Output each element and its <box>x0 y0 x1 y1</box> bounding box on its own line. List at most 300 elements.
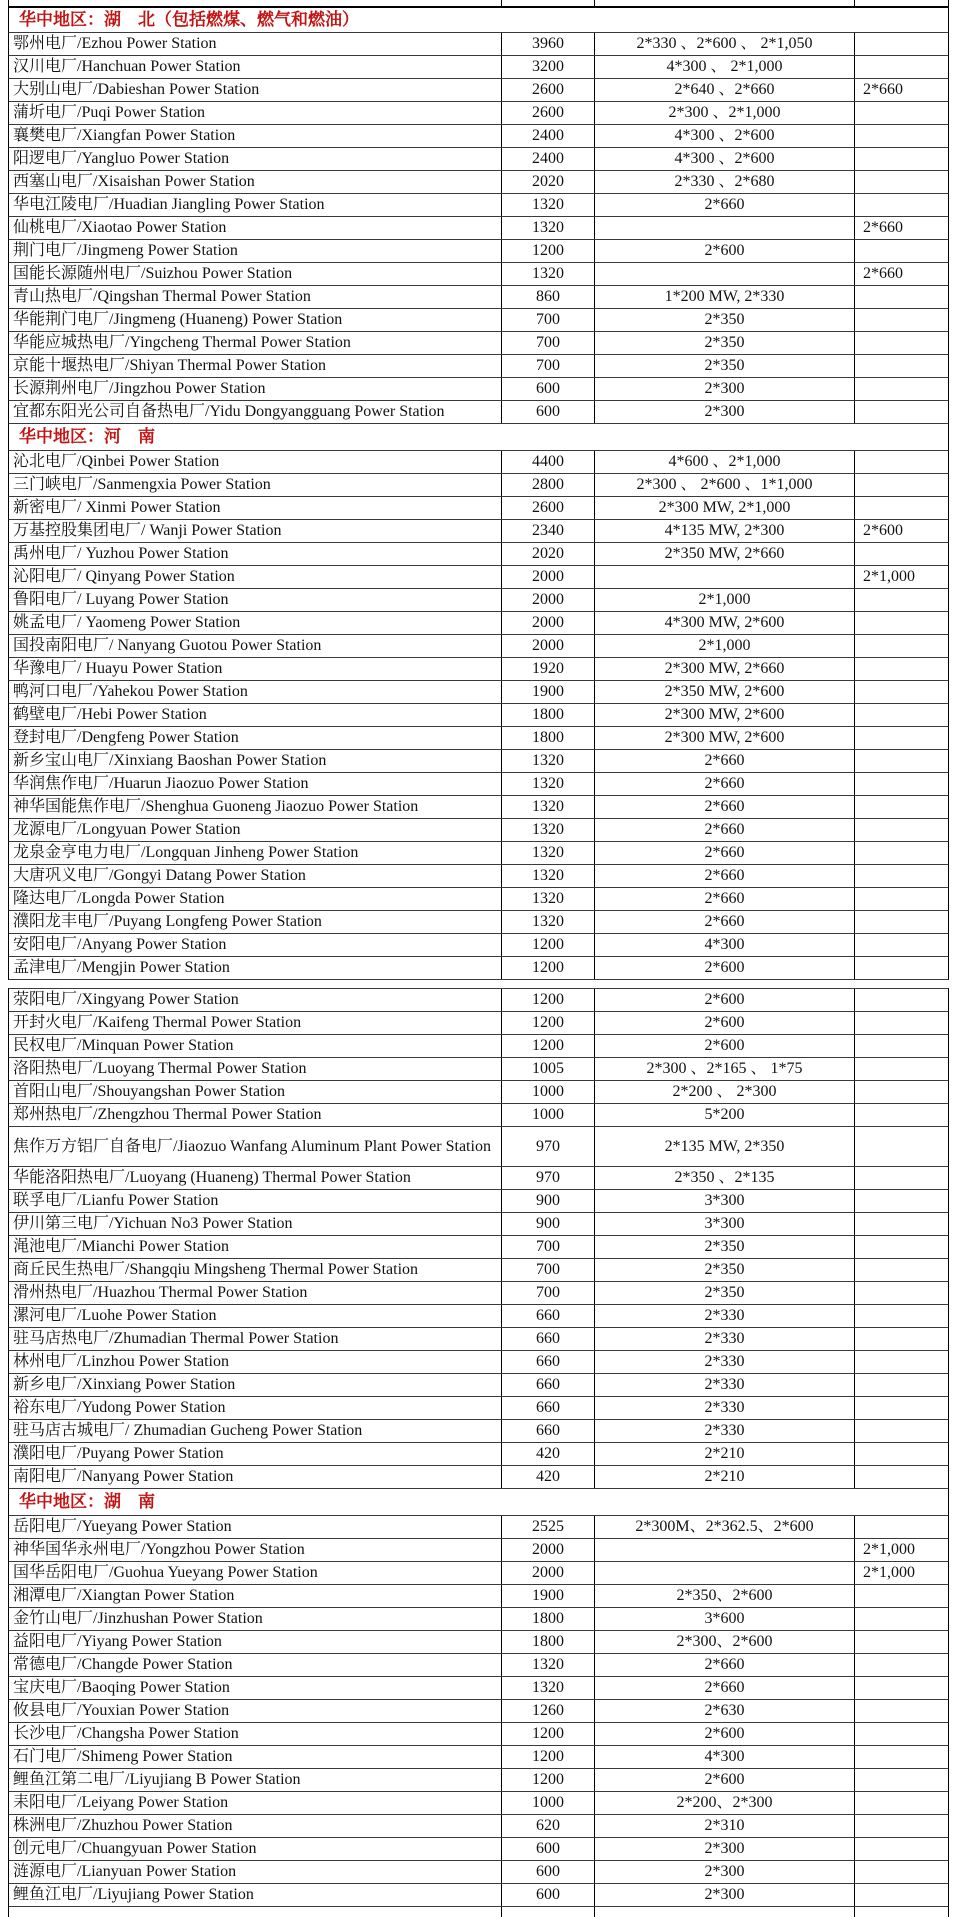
station-row <box>8 171 949 194</box>
capacity-mw: 600 <box>501 1861 594 1883</box>
planned-units <box>854 1058 948 1080</box>
station-row <box>8 263 949 286</box>
station-row <box>8 1035 949 1058</box>
station-name: 宜都东阳光公司自备热电厂/Yidu Dongyangguang Power Station <box>13 403 445 420</box>
planned-units <box>854 1815 948 1837</box>
station-name: 渑池电厂/Mianchi Power Station <box>13 1238 229 1255</box>
station-row <box>8 1167 949 1190</box>
planned-units <box>854 704 948 726</box>
station-name: 焦作万方铝厂自备电厂/Jiaozuo Wanfang Aluminum Plant Power Station <box>13 1137 491 1155</box>
station-name: 神华国能焦作电厂/Shenghua Guoneng Jiaozuo Power Station <box>13 798 419 815</box>
partial-name-cell <box>9 1907 501 1917</box>
capacity-mw: 2000 <box>501 635 594 657</box>
planned-units <box>854 1792 948 1814</box>
capacity-mw: 1320 <box>501 796 594 818</box>
station-row <box>8 1861 949 1884</box>
capacity-mw: 3960 <box>501 33 594 55</box>
station-name: 洛阳热电厂/Luoyang Thermal Power Station <box>13 1060 307 1077</box>
station-name: 荆门电厂/Jingmeng Power Station <box>13 242 238 259</box>
station-name: 大唐巩义电厂/Gongyi Datang Power Station <box>13 867 306 884</box>
capacity-mw: 600 <box>501 1838 594 1860</box>
planned-units <box>854 1585 948 1607</box>
station-name: 裕东电厂/Yudong Power Station <box>13 1399 226 1416</box>
unit-config: 2*640 、2*660 <box>594 79 854 101</box>
station-name: 华电江陵电厂/Huadian Jiangling Power Station <box>13 196 325 213</box>
table-top-partial-row <box>8 0 949 6</box>
station-row <box>8 1397 949 1420</box>
station-name: 驻马店热电厂/Zhumadian Thermal Power Station <box>13 1330 339 1347</box>
unit-config: 1*200 MW, 2*330 <box>594 286 854 308</box>
unit-config: 2*330 、2*600 、 2*1,050 <box>594 33 854 55</box>
capacity-mw: 1900 <box>501 681 594 703</box>
station-name: 民权电厂/Minquan Power Station <box>13 1037 234 1054</box>
capacity-mw: 2600 <box>501 79 594 101</box>
capacity-mw: 600 <box>501 378 594 400</box>
station-name: 长源荆州电厂/Jingzhou Power Station <box>13 380 266 397</box>
planned-units <box>854 1516 948 1538</box>
station-row <box>8 1792 949 1815</box>
capacity-mw: 2340 <box>501 520 594 542</box>
table-bottom-partial-row <box>8 1907 949 1917</box>
capacity-mw: 1800 <box>501 704 594 726</box>
station-name: 开封火电厂/Kaifeng Thermal Power Station <box>13 1014 302 1031</box>
capacity-mw: 1320 <box>501 819 594 841</box>
station-name: 湘潭电厂/Xiangtan Power Station <box>13 1587 235 1604</box>
capacity-mw: 660 <box>501 1328 594 1350</box>
station-row <box>8 1443 949 1466</box>
capacity-mw: 3200 <box>501 56 594 78</box>
planned-units <box>854 355 948 377</box>
capacity-mw: 1200 <box>501 934 594 956</box>
station-name: 长沙电厂/Changsha Power Station <box>13 1725 239 1742</box>
capacity-mw: 1320 <box>501 842 594 864</box>
unit-config: 2*600 <box>594 1769 854 1791</box>
unit-config: 2*300M、2*362.5、2*600 <box>594 1516 854 1538</box>
unit-config: 2*330 <box>594 1328 854 1350</box>
unit-config: 2*660 <box>594 194 854 216</box>
planned-units <box>854 1397 948 1419</box>
station-row <box>8 1127 949 1167</box>
unit-config: 5*200 <box>594 1104 854 1126</box>
station-row <box>8 612 949 635</box>
planned-units <box>854 1351 948 1373</box>
unit-config: 2*600 <box>594 957 854 979</box>
planned-units <box>854 102 948 124</box>
capacity-mw: 1000 <box>501 1081 594 1103</box>
station-row <box>8 1104 949 1127</box>
unit-config: 3*600 <box>594 1608 854 1630</box>
unit-config: 2*330 <box>594 1420 854 1442</box>
unit-config: 2*630 <box>594 1700 854 1722</box>
station-name: 新密电厂/ Xinmi Power Station <box>13 499 221 516</box>
planned-units <box>854 378 948 400</box>
planned-units <box>854 451 948 473</box>
station-row <box>8 1081 949 1104</box>
planned-units: 2*600 <box>854 520 948 542</box>
station-row <box>8 1213 949 1236</box>
station-row <box>8 1466 949 1489</box>
station-name: 濮阳电厂/Puyang Power Station <box>13 1445 224 1462</box>
capacity-mw: 2020 <box>501 171 594 193</box>
capacity-mw: 660 <box>501 1420 594 1442</box>
station-row <box>8 1259 949 1282</box>
planned-units <box>854 934 948 956</box>
station-row <box>8 842 949 865</box>
unit-config: 2*660 <box>594 888 854 910</box>
capacity-mw: 1320 <box>501 888 594 910</box>
planned-units <box>854 125 948 147</box>
capacity-mw: 2800 <box>501 474 594 496</box>
capacity-mw: 600 <box>501 401 594 423</box>
station-name: 仙桃电厂/Xiaotao Power Station <box>13 219 227 236</box>
capacity-mw: 1320 <box>501 750 594 772</box>
capacity-mw: 420 <box>501 1443 594 1465</box>
planned-units <box>854 612 948 634</box>
station-name: 神华国华永州电厂/Yongzhou Power Station <box>13 1541 305 1558</box>
station-row <box>8 773 949 796</box>
planned-units: 2*1,000 <box>854 566 948 588</box>
unit-config: 2*300、2*600 <box>594 1631 854 1653</box>
station-row <box>8 474 949 497</box>
station-name: 国能长源随州电厂/Suizhou Power Station <box>13 265 293 282</box>
power-station-capacity-table <box>8 0 949 1917</box>
unit-config: 4*300 、2*600 <box>594 148 854 170</box>
planned-units <box>854 56 948 78</box>
unit-config: 2*330 <box>594 1374 854 1396</box>
station-row <box>8 217 949 240</box>
capacity-mw: 4400 <box>501 451 594 473</box>
station-name: 创元电厂/Chuangyuan Power Station <box>13 1840 257 1857</box>
planned-units: 2*660 <box>854 217 948 239</box>
partial-capacity-cell <box>501 0 594 6</box>
unit-config: 3*300 <box>594 1213 854 1235</box>
capacity-mw: 1200 <box>501 1723 594 1745</box>
station-row <box>8 1723 949 1746</box>
capacity-mw: 970 <box>501 1127 594 1166</box>
capacity-mw: 1320 <box>501 1677 594 1699</box>
capacity-mw: 2020 <box>501 543 594 565</box>
station-row <box>8 1190 949 1213</box>
capacity-mw: 2000 <box>501 1562 594 1584</box>
station-name: 新乡电厂/Xinxiang Power Station <box>13 1376 236 1393</box>
station-name: 濮阳龙丰电厂/Puyang Longfeng Power Station <box>13 913 322 930</box>
station-row <box>8 589 949 612</box>
capacity-mw: 660 <box>501 1351 594 1373</box>
planned-units <box>854 1167 948 1189</box>
unit-config: 2*600 <box>594 240 854 262</box>
station-row <box>8 33 949 56</box>
capacity-mw: 2600 <box>501 497 594 519</box>
station-row <box>8 148 949 171</box>
station-row <box>8 240 949 263</box>
station-name: 漯河电厂/Luohe Power Station <box>13 1307 217 1324</box>
capacity-mw: 1200 <box>501 957 594 979</box>
station-row <box>8 1305 949 1328</box>
planned-units <box>854 1104 948 1126</box>
capacity-mw: 660 <box>501 1397 594 1419</box>
station-name: 联孚电厂/Lianfu Power Station <box>13 1192 219 1209</box>
unit-config: 2*210 <box>594 1443 854 1465</box>
station-name: 华能荆门电厂/Jingmeng (Huaneng) Power Station <box>13 311 343 328</box>
station-name: 南阳电厂/Nanyang Power Station <box>13 1468 234 1485</box>
unit-config: 2*300 MW, 2*660 <box>594 658 854 680</box>
unit-config: 2*300 MW, 2*600 <box>594 704 854 726</box>
capacity-mw: 2400 <box>501 148 594 170</box>
planned-units <box>854 1723 948 1745</box>
unit-config: 2*300 MW, 2*600 <box>594 727 854 749</box>
planned-units <box>854 1466 948 1488</box>
unit-config: 4*300 MW, 2*600 <box>594 612 854 634</box>
station-name: 青山热电厂/Qingshan Thermal Power Station <box>13 288 311 305</box>
capacity-mw: 2000 <box>501 566 594 588</box>
capacity-mw: 1320 <box>501 1654 594 1676</box>
capacity-mw: 1260 <box>501 1700 594 1722</box>
planned-units <box>854 171 948 193</box>
station-row <box>8 934 949 957</box>
unit-config: 2*210 <box>594 1466 854 1488</box>
planned-units <box>854 1443 948 1465</box>
capacity-mw: 1320 <box>501 217 594 239</box>
station-row <box>8 566 949 589</box>
planned-units <box>854 1631 948 1653</box>
station-row <box>8 1351 949 1374</box>
unit-config: 2*600 <box>594 989 854 1011</box>
planned-units <box>854 1035 948 1057</box>
station-name: 商丘民生热电厂/Shangqiu Mingsheng Thermal Power Station <box>13 1261 419 1278</box>
unit-config: 3*300 <box>594 1190 854 1212</box>
capacity-mw: 620 <box>501 1815 594 1837</box>
unit-config: 2*200 、 2*300 <box>594 1081 854 1103</box>
planned-units <box>854 681 948 703</box>
station-name: 西塞山电厂/Xisaishan Power Station <box>13 173 255 190</box>
station-name: 大别山电厂/Dabieshan Power Station <box>13 81 260 98</box>
planned-units <box>854 1677 948 1699</box>
station-name: 京能十堰热电厂/Shiyan Thermal Power Station <box>13 357 327 374</box>
capacity-mw: 420 <box>501 1466 594 1488</box>
capacity-mw: 1200 <box>501 1012 594 1034</box>
unit-config: 2*350 <box>594 309 854 331</box>
unit-config <box>594 1539 854 1561</box>
station-row <box>8 1815 949 1838</box>
unit-config: 2*330 <box>594 1305 854 1327</box>
station-row <box>8 1608 949 1631</box>
planned-units: 2*660 <box>854 79 948 101</box>
unit-config: 4*300 <box>594 1746 854 1768</box>
capacity-mw: 1900 <box>501 1585 594 1607</box>
planned-units <box>854 589 948 611</box>
station-name: 蒲圻电厂/Puqi Power Station <box>13 104 206 121</box>
station-name: 石门电厂/Shimeng Power Station <box>13 1748 233 1765</box>
station-row <box>8 865 949 888</box>
station-name: 荥阳电厂/Xingyang Power Station <box>13 991 239 1008</box>
station-name: 华能应城热电厂/Yingcheng Thermal Power Station <box>13 334 351 351</box>
station-row <box>8 1516 949 1539</box>
planned-units <box>854 401 948 423</box>
planned-units <box>854 286 948 308</box>
planned-units <box>854 1190 948 1212</box>
planned-units <box>854 1081 948 1103</box>
unit-config: 2*660 <box>594 819 854 841</box>
planned-units <box>854 911 948 933</box>
planned-units <box>854 1259 948 1281</box>
station-row <box>8 1058 949 1081</box>
planned-units <box>854 1127 948 1166</box>
unit-config: 2*300 、2*1,000 <box>594 102 854 124</box>
unit-config: 4*300 、2*600 <box>594 125 854 147</box>
capacity-mw: 700 <box>501 355 594 377</box>
unit-config: 2*350 <box>594 355 854 377</box>
planned-units <box>854 497 948 519</box>
planned-units <box>854 1700 948 1722</box>
capacity-mw: 900 <box>501 1213 594 1235</box>
planned-units <box>854 1012 948 1034</box>
unit-config: 2*330 <box>594 1397 854 1419</box>
station-name: 涟源电厂/Lianyuan Power Station <box>13 1863 237 1880</box>
station-name: 鲁阳电厂/ Luyang Power Station <box>13 591 229 608</box>
planned-units <box>854 194 948 216</box>
unit-config: 4*600 、2*1,000 <box>594 451 854 473</box>
unit-config: 4*300 <box>594 934 854 956</box>
planned-units <box>854 865 948 887</box>
station-row <box>8 1539 949 1562</box>
capacity-mw: 1800 <box>501 727 594 749</box>
station-name: 林州电厂/Linzhou Power Station <box>13 1353 229 1370</box>
station-row <box>8 988 949 1012</box>
partial-name-cell <box>9 0 501 6</box>
station-name: 伊川第三电厂/Yichuan No3 Power Station <box>13 1215 293 1232</box>
capacity-mw: 2000 <box>501 612 594 634</box>
unit-config: 2*350 、2*135 <box>594 1167 854 1189</box>
unit-config: 2*300 <box>594 378 854 400</box>
planned-units <box>854 1608 948 1630</box>
station-row <box>8 378 949 401</box>
capacity-mw: 1000 <box>501 1792 594 1814</box>
unit-config: 2*350 <box>594 1282 854 1304</box>
unit-config: 2*310 <box>594 1815 854 1837</box>
station-row <box>8 1654 949 1677</box>
station-row <box>8 888 949 911</box>
station-row <box>8 543 949 566</box>
unit-config: 2*350 <box>594 1236 854 1258</box>
planned-units <box>854 888 948 910</box>
planned-units <box>854 543 948 565</box>
station-row <box>8 957 949 980</box>
planned-units <box>854 1420 948 1442</box>
section-header-label: 华中地区：湖 北（包括燃煤、燃气和燃油） <box>19 10 359 30</box>
partial-units-cell <box>594 0 854 6</box>
unit-config: 2*660 <box>594 1677 854 1699</box>
capacity-mw: 1800 <box>501 1608 594 1630</box>
station-name: 阳逻电厂/Yangluo Power Station <box>13 150 230 167</box>
station-row <box>8 125 949 148</box>
station-row <box>8 1420 949 1443</box>
unit-config: 4*135 MW, 2*300 <box>594 520 854 542</box>
capacity-mw: 700 <box>501 1259 594 1281</box>
planned-units <box>854 1305 948 1327</box>
station-row <box>8 1700 949 1723</box>
station-row <box>8 1746 949 1769</box>
capacity-mw: 1000 <box>501 1104 594 1126</box>
planned-units: 2*660 <box>854 263 948 285</box>
capacity-mw: 1200 <box>501 1769 594 1791</box>
station-row <box>8 1328 949 1351</box>
planned-units <box>854 1328 948 1350</box>
capacity-mw: 1800 <box>501 1631 594 1653</box>
station-name: 襄樊电厂/Xiangfan Power Station <box>13 127 236 144</box>
unit-config <box>594 263 854 285</box>
station-row <box>8 1374 949 1397</box>
station-name: 国华岳阳电厂/Guohua Yueyang Power Station <box>13 1564 318 1581</box>
station-name: 首阳山电厂/Shouyangshan Power Station <box>13 1083 285 1100</box>
capacity-mw: 1200 <box>501 1035 594 1057</box>
planned-units <box>854 1236 948 1258</box>
planned-units <box>854 309 948 331</box>
planned-units <box>854 1282 948 1304</box>
capacity-mw: 1005 <box>501 1058 594 1080</box>
station-name: 攸县电厂/Youxian Power Station <box>13 1702 230 1719</box>
station-row <box>8 1677 949 1700</box>
unit-config: 2*300 、 2*600 、1*1,000 <box>594 474 854 496</box>
station-row <box>8 1012 949 1035</box>
capacity-mw: 700 <box>501 1236 594 1258</box>
station-name: 鲤鱼江电厂/Liyujiang Power Station <box>13 1886 254 1903</box>
station-name: 株洲电厂/Zhuzhou Power Station <box>13 1817 233 1834</box>
unit-config <box>594 1562 854 1584</box>
capacity-mw: 860 <box>501 286 594 308</box>
section-header-row <box>8 424 949 451</box>
unit-config: 2*660 <box>594 773 854 795</box>
station-name: 滑州热电厂/Huazhou Thermal Power Station <box>13 1284 308 1301</box>
station-row <box>8 727 949 750</box>
unit-config: 2*350 <box>594 1259 854 1281</box>
unit-config: 2*200、2*300 <box>594 1792 854 1814</box>
capacity-mw: 700 <box>501 309 594 331</box>
station-row <box>8 497 949 520</box>
planned-units: 2*1,000 <box>854 1562 948 1584</box>
station-name: 禹州电厂/ Yuzhou Power Station <box>13 545 229 562</box>
station-row <box>8 1769 949 1792</box>
partial-extra-cell <box>854 0 948 6</box>
planned-units <box>854 148 948 170</box>
planned-units <box>854 1838 948 1860</box>
station-row <box>8 401 949 424</box>
planned-units <box>854 796 948 818</box>
station-row <box>8 750 949 773</box>
station-row <box>8 79 949 102</box>
station-name: 龙泉金亨电力电厂/Longquan Jinheng Power Station <box>13 844 359 861</box>
unit-config: 2*300 <box>594 1884 854 1906</box>
capacity-mw: 900 <box>501 1190 594 1212</box>
station-name: 汉川电厂/Hanchuan Power Station <box>13 58 241 75</box>
unit-config: 2*300 、2*165 、 1*75 <box>594 1058 854 1080</box>
station-name: 耒阳电厂/Leiyang Power Station <box>13 1794 229 1811</box>
station-name: 岳阳电厂/Yueyang Power Station <box>13 1518 232 1535</box>
station-name: 常德电厂/Changde Power Station <box>13 1656 233 1673</box>
planned-units <box>854 635 948 657</box>
station-row <box>8 658 949 681</box>
planned-units <box>854 1213 948 1235</box>
station-name: 金竹山电厂/Jinzhushan Power Station <box>13 1610 263 1627</box>
planned-units <box>854 750 948 772</box>
station-row <box>8 309 949 332</box>
unit-config: 2*660 <box>594 796 854 818</box>
planned-units <box>854 240 948 262</box>
capacity-mw: 2400 <box>501 125 594 147</box>
unit-config: 2*660 <box>594 911 854 933</box>
unit-config <box>594 566 854 588</box>
station-row <box>8 1838 949 1861</box>
section-header-row <box>8 1489 949 1516</box>
